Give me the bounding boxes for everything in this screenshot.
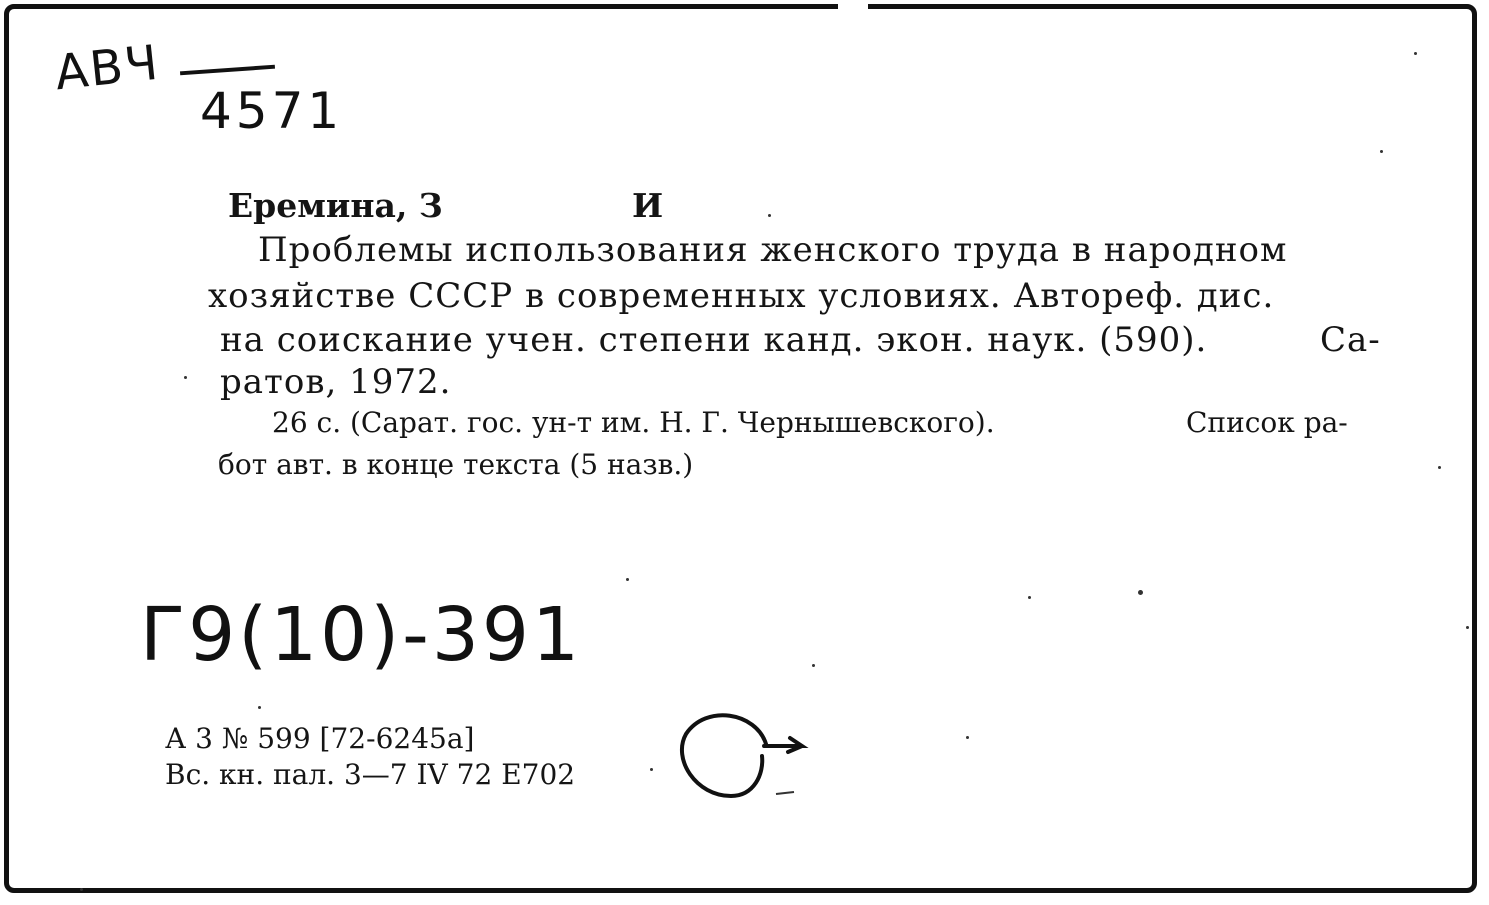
scan-speck [1138, 590, 1143, 595]
scan-speck [184, 376, 187, 379]
scan-speck [650, 768, 653, 771]
shelf-mark-prefix: АВЧ [52, 34, 163, 102]
scan-speck [258, 706, 261, 709]
scan-speck [966, 736, 969, 739]
scan-speck [80, 888, 83, 891]
scan-speck [1380, 150, 1383, 153]
circle-mark-icon [676, 704, 816, 804]
scan-speck [1438, 466, 1441, 469]
scan-speck [812, 664, 815, 667]
registration-number: А 3 № 599 [72-6245а] [165, 722, 475, 755]
handwritten-classmark: Г9(10)-391 [140, 592, 583, 678]
shelf-mark-number: 4571 [200, 82, 344, 140]
imprint-line-2: бот авт. в конце текста (5 назв.) [218, 448, 694, 481]
scan-speck [768, 214, 771, 217]
book-chamber-record: Вс. кн. пал. 3—7 IV 72 Е702 [165, 758, 576, 791]
title-line-3-tail: Са- [1320, 320, 1381, 360]
title-line-3: на соискание учен. степени канд. экон. наук. (590). [220, 320, 1208, 360]
imprint-line-1: 26 с. (Сарат. гос. ун-т им. Н. Г. Чернышевского). [272, 406, 995, 439]
title-line-1: Проблемы использования женского труда в народном [258, 230, 1288, 270]
scan-speck [1466, 626, 1469, 629]
scan-speck [626, 578, 629, 581]
author-name: Еремина, З [228, 186, 443, 225]
title-line-4: ратов, 1972. [220, 362, 452, 402]
imprint-line-1-tail: Список ра- [1186, 406, 1348, 439]
author-second-initial: И [632, 186, 664, 225]
scan-speck [1028, 596, 1031, 599]
scan-speck [1414, 52, 1417, 55]
card-top-gap [838, 0, 868, 10]
title-line-2: хозяйстве СССР в современных условиях. Автореф. дис. [208, 276, 1275, 316]
